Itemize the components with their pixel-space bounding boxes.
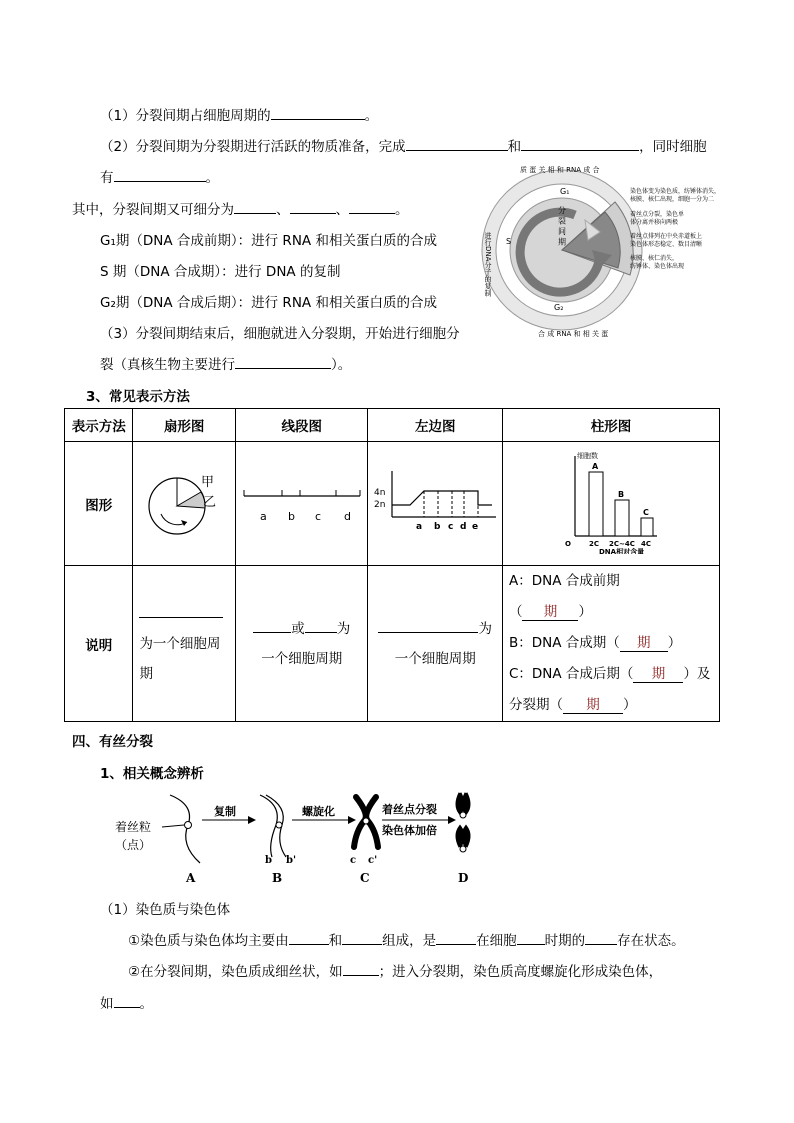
- pie-figure: [139, 462, 229, 542]
- chromosome-diagram: [110, 785, 510, 895]
- blank-field[interactable]: [585, 930, 617, 945]
- bar-figure-cell: [502, 442, 719, 566]
- left-y2: 2n: [374, 499, 386, 510]
- letter-A: A: [186, 871, 196, 885]
- label-b: b: [265, 855, 272, 866]
- answer-field[interactable]: 期: [633, 666, 683, 683]
- bottom-line2: ①染色质与染色体均主要由 和 组成，是 在细胞 时期的 存在状态。: [128, 929, 685, 949]
- letter-D: D: [458, 871, 469, 885]
- q1-line: （1）分裂间期占细胞周期的 。: [100, 104, 378, 124]
- outer-left-label: 进行DNA分子的复制: [484, 232, 492, 297]
- pie-jia: 甲: [201, 474, 215, 490]
- g2-label: G₂: [554, 303, 564, 312]
- s-line: S 期（DNA 合成期）：进行 DNA 的复制: [100, 264, 341, 280]
- left-figure: [372, 467, 498, 537]
- desc-pie: 为一个细胞周期: [133, 566, 236, 722]
- bar-x1: 2C: [588, 539, 599, 548]
- bar-C: C: [642, 507, 649, 517]
- bar-ytitle: 细胞数: [576, 451, 598, 460]
- label-b-prime: b': [286, 855, 297, 866]
- th-method: 表示方法: [65, 409, 133, 442]
- blank-field[interactable]: [342, 930, 382, 945]
- left-e: e: [472, 521, 479, 532]
- blank-field[interactable]: [234, 199, 276, 214]
- row-desc-label: 说明: [65, 566, 133, 722]
- blank-field[interactable]: [406, 136, 508, 151]
- centromere-label2: （点）: [115, 838, 152, 852]
- bar-B: B: [617, 489, 625, 499]
- blank-field[interactable]: [521, 136, 639, 151]
- left-c: c: [448, 521, 454, 532]
- seg-d: d: [343, 509, 351, 523]
- phase-note-3: 着丝点排列在中央赤道板上染色体形态稳定、数目清晰: [630, 233, 703, 248]
- blank-field[interactable]: [114, 167, 206, 182]
- letter-B: B: [272, 871, 283, 885]
- segment-figure: [240, 472, 364, 532]
- bottom-line4: 如 。: [100, 992, 153, 1012]
- blank-field[interactable]: [114, 993, 140, 1008]
- blank-field[interactable]: [290, 199, 336, 214]
- arrow-double: 染色体加倍: [382, 824, 437, 837]
- pie-figure-cell: [133, 442, 236, 566]
- answer-field[interactable]: 期: [563, 697, 623, 714]
- section4-sub1: 1、相关概念辨析: [100, 766, 204, 782]
- representation-table: [64, 408, 720, 722]
- letter-C: C: [360, 871, 370, 885]
- pie-yi: 乙: [203, 494, 217, 510]
- g1-line: G₁期（DNA 合成前期）：进行 RNA 和相关蛋白质的合成: [100, 233, 437, 249]
- seg-b: b: [287, 509, 295, 523]
- section4-title: 四、有丝分裂: [72, 734, 153, 750]
- th-segment: 线段图: [235, 409, 368, 442]
- section3-title: 3、常见表示方法: [86, 389, 190, 405]
- row-figure-label: 图形: [65, 442, 133, 566]
- q3-line2: 裂（真核生物主要进行 ）。: [100, 353, 351, 373]
- q2-line: （2）分裂间期为分裂期进行活跃的物质准备，完成 和 ，同时细胞: [100, 135, 707, 155]
- inner-label: 分 裂 间 期: [557, 206, 567, 246]
- bottom-line3: ②在分裂间期，染色质成细丝状，如 ；进入分裂期，染色质高度螺旋化形成染色体，: [128, 960, 662, 980]
- left-b: b: [434, 521, 441, 532]
- bar-figure: [561, 450, 661, 554]
- phase-note-2: 着丝点分裂，染色单体分离并移向两极: [630, 211, 685, 226]
- bottom-line1: （1）染色质与染色体: [100, 902, 231, 918]
- desc-segment: 或 为 一个细胞周期: [235, 566, 368, 722]
- subdivide-line: 其中，分裂间期又可细分为 、 、 。: [72, 198, 409, 218]
- blank-field[interactable]: [271, 105, 365, 120]
- blank-field[interactable]: [305, 618, 337, 633]
- left-a: a: [416, 521, 423, 532]
- desc-bar: A：DNA 合成前期 （ 期 ） B：DNA 合成期（ 期 ） C：DNA 合成后期（ 期 ）及 分裂期（ 期 ）: [502, 566, 719, 722]
- answer-field[interactable]: 期: [522, 604, 578, 621]
- blank-field[interactable]: [139, 603, 223, 618]
- left-d: d: [460, 521, 467, 532]
- th-bar: 柱形图: [502, 409, 719, 442]
- left-figure-cell: [368, 442, 503, 566]
- s-label: S: [506, 237, 512, 246]
- blank-field[interactable]: [253, 618, 291, 633]
- th-pie: 扇形图: [133, 409, 236, 442]
- q2-line2: 有 。: [100, 166, 219, 186]
- blank-field[interactable]: [235, 354, 331, 369]
- th-left: 左边图: [368, 409, 503, 442]
- label-c: c: [350, 855, 357, 866]
- g1-label: G₁: [560, 187, 570, 196]
- bar-xtitle: DNA相对含量: [598, 547, 645, 554]
- seg-a: a: [259, 509, 267, 523]
- blank-field[interactable]: [517, 930, 545, 945]
- phase-note-4: 核膜、核仁消失，纺锤体、染色体出现: [630, 255, 685, 270]
- bar-origin: O: [564, 539, 571, 548]
- blank-field[interactable]: [436, 930, 476, 945]
- arrow-split: 着丝点分裂: [382, 803, 437, 816]
- desc-left: 为 一个细胞周期: [368, 566, 503, 722]
- g2-line: G₂期（DNA 合成后期）：进行 RNA 和相关蛋白质的合成: [100, 295, 437, 311]
- phase-note-1: 染色体变为染色质，纺锤体消失，核膜、核仁出现，细胞一分为二: [630, 188, 721, 203]
- centromere-label: 着丝粒: [115, 820, 152, 834]
- arrow-replicate: 复制: [214, 805, 236, 818]
- bar-x3: 4C: [640, 539, 651, 548]
- label-c-prime: c': [368, 855, 378, 866]
- seg-c: c: [314, 509, 321, 523]
- cell-cycle-diagram: [480, 160, 730, 345]
- blank-field[interactable]: [343, 961, 379, 976]
- left-y1: 4n: [374, 487, 386, 498]
- blank-field[interactable]: [349, 199, 395, 214]
- arrow-spiral: 螺旋化: [302, 805, 335, 818]
- outer-top-label: 质 蛋 关 相 和 RNA 成 合: [520, 166, 600, 174]
- segment-figure-cell: [235, 442, 368, 566]
- outer-bottom-label: 合 成 RNA 和 相 关 蛋: [538, 330, 609, 338]
- bar-x2: 2C~4C: [608, 539, 635, 548]
- blank-field[interactable]: [289, 930, 329, 945]
- answer-field[interactable]: 期: [620, 635, 668, 652]
- bar-A: A: [591, 461, 599, 471]
- q3-line: （3）分裂间期结束后，细胞就进入分裂期，开始进行细胞分: [100, 326, 460, 342]
- blank-field[interactable]: [378, 618, 478, 633]
